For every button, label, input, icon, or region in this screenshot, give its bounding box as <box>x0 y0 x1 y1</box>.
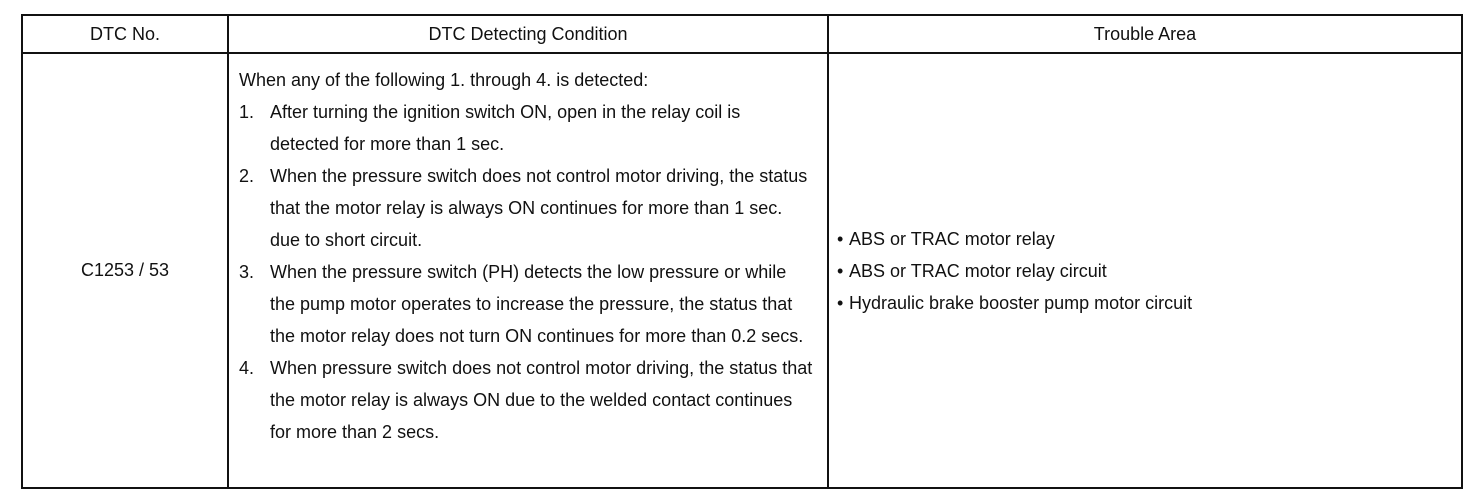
header-trouble-area-label: Trouble Area <box>1093 24 1197 44</box>
condition-number: 2. <box>239 166 255 186</box>
trouble-area-text: ABS or TRAC motor relay <box>849 228 1055 249</box>
cell-dtc-no <box>23 54 227 487</box>
condition-text: When pressure switch does not control motor driving, the status that the motor relay is always ON due to the welded contact continues for more than 2 secs. <box>270 358 813 442</box>
trouble-area-text: ABS or TRAC motor relay circuit <box>849 260 1107 281</box>
condition-list <box>239 96 813 448</box>
header-detecting-condition-label: DTC Detecting Condition <box>428 24 628 44</box>
bullet-icon: • <box>837 260 844 281</box>
trouble-area-item <box>837 223 1192 255</box>
cell-detecting-condition <box>229 54 827 487</box>
bullet-icon: • <box>837 292 844 313</box>
condition-number: 4. <box>239 358 255 378</box>
condition-item <box>239 352 813 448</box>
condition-item <box>239 160 813 256</box>
header-detecting-condition <box>229 16 827 52</box>
condition-intro: When any of the following 1. through 4. is detected: <box>239 70 649 90</box>
condition-item <box>239 256 813 352</box>
header-dtc-no <box>23 16 227 52</box>
cell-trouble-area <box>829 54 1461 487</box>
trouble-area-item <box>837 255 1192 287</box>
trouble-area-text: Hydraulic brake booster pump motor circuit <box>849 292 1193 313</box>
trouble-area-list <box>829 223 1192 319</box>
condition-text: When the pressure switch does not control motor driving, the status that the motor relay is always ON continues for more than 1 sec. due to short circuit. <box>270 166 808 250</box>
condition-number: 1. <box>239 102 255 122</box>
condition-item <box>239 96 813 160</box>
condition-text: When the pressure switch (PH) detects the low pressure or while the pump motor operates to increase the pressure, the status that the motor relay does not turn ON continues for more than 0.2 secs. <box>270 262 804 346</box>
condition-number: 3. <box>239 262 255 282</box>
dtc-table <box>21 14 1463 489</box>
condition-text: After turning the ignition switch ON, open in the relay coil is detected for more than 1 sec. <box>270 102 741 154</box>
header-dtc-no-label: DTC No. <box>89 24 160 44</box>
trouble-area-item <box>837 287 1192 319</box>
header-trouble-area <box>829 16 1461 52</box>
dtc-code: C1253 / 53 <box>80 260 170 280</box>
bullet-icon: • <box>837 228 844 249</box>
